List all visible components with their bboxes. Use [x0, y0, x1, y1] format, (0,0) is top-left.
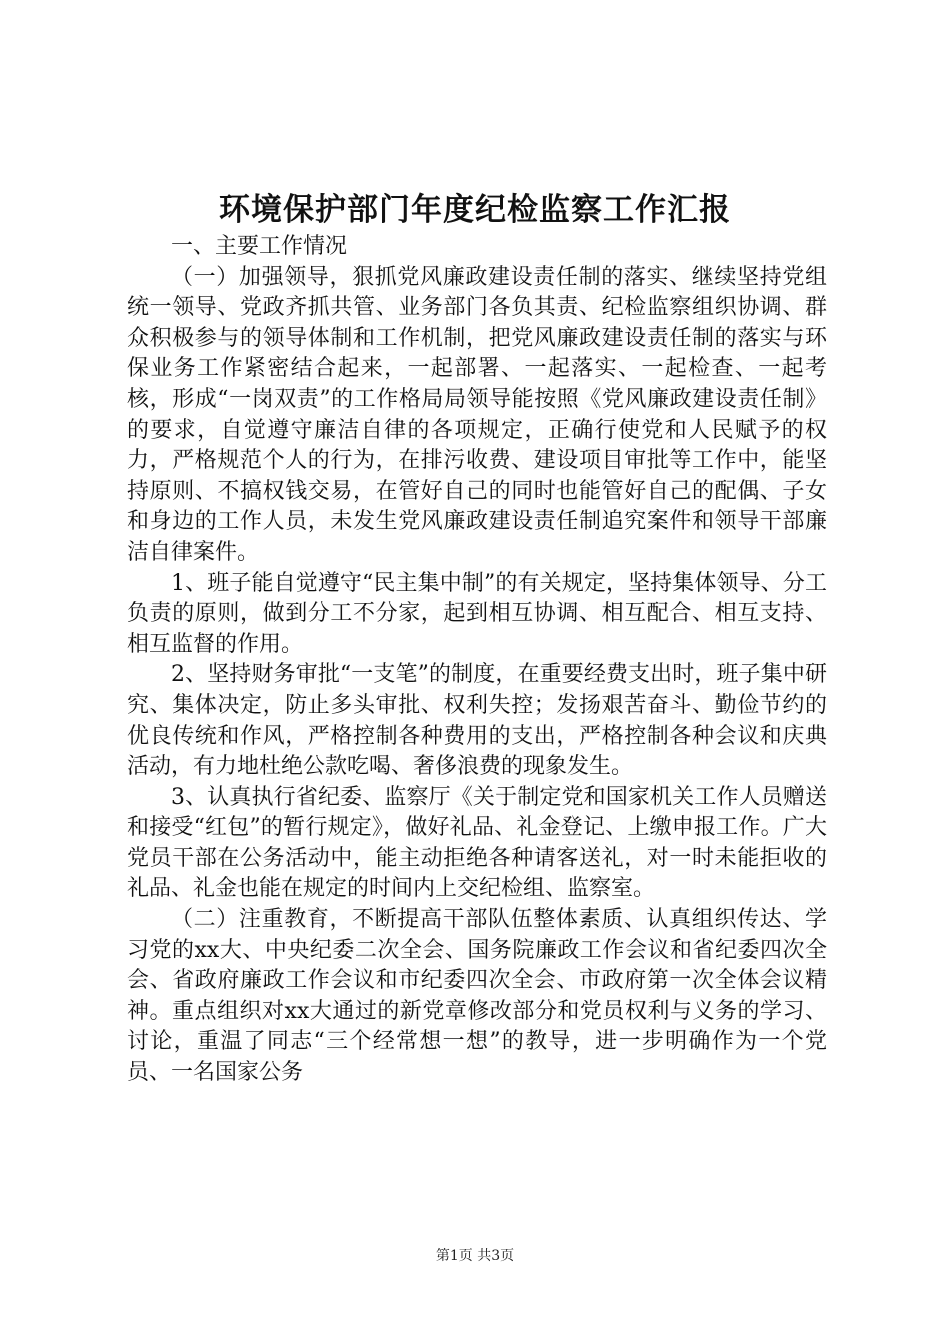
page-footer: 第1页 共3页 — [435, 1248, 515, 1264]
paragraph-education: （二）注重教育，不断提高干部队伍整体素质、认真组织传达、学习党的xx大、中央纪委二次全会、国务院廉政工作会议和省纪委四次全会、省政府廉政工作会议和市纪委四次全会、市政府第一次全体会议精神。重点组织对xx大通过的新党章修改部分和党员权利与义务的学习、讨论，重温了同志“三个经常想一想”的教导，进一步明确作为一个党员、一名国家公务 — [127, 907, 827, 1086]
paragraph-item-1: 1、班子能自觉遵守“民主集中制”的有关规定，坚持集体领导、分工负责的原则，做到分工不分家，起到相互协调、相互配合、相互支持、相互监督的作用。 — [127, 570, 827, 657]
document-title: 环境保护部门年度纪检监察工作汇报 — [219, 192, 731, 228]
paragraph-item-2: 2、坚持财务审批“一支笔”的制度，在重要经费支出时，班子集中研究、集体决定，防止多头审批、权利失控；发扬艰苦奋斗、勤俭节约的优良传统和作风，严格控制各种费用的支出，严格控制各种会议和庆典活动，有力地杜绝公款吃喝、奢侈浪费的现象发生。 — [127, 662, 827, 780]
paragraph-leadership-text: （一）加强领导，狠抓党风廉政建设责任制的落实、继续坚持党组统一领导、党政齐抓共管、业务部门各负其责、纪检监察组织协调、群众积极参与的领导体制和工作机制，把党风廉政建设责任制的落实与环保业务工作紧密结合起来，一起部署、一起落实、一起检查、一起考核，形成“一岗双责”的工作格局局领导能按照《党风廉政建设责任制》的要求，自觉遵守廉洁自律的各项规定，正确行使党和人民赋予的权力，严格规范个人的行为，在排污收费、建设项目审批等工作中，能坚持原则、不搞权钱交易，在管好自己的同时也能管好自己的配偶、子女和身边的工作人员，未发生党风廉政建设责任制追究案件和领导干部廉洁自律案件。 — [127, 264, 827, 565]
section-heading-main-work: 一、主要工作情况 — [171, 234, 348, 259]
document-body — [127, 232, 827, 1089]
paragraph-item-3: 3、认真执行省纪委、监察厅《关于制定党和国家机关工作人员赠送和接受“红包”的暂行规定》，做好礼品、礼金登记、上缴申报工作。广大党员干部在公务活动中，能主动拒绝各种请客送礼，对一时未能拒收的礼品、礼金也能在规定的时间内上交纪检组、监察室。 — [127, 784, 827, 902]
paragraph-leadership — [127, 263, 827, 569]
